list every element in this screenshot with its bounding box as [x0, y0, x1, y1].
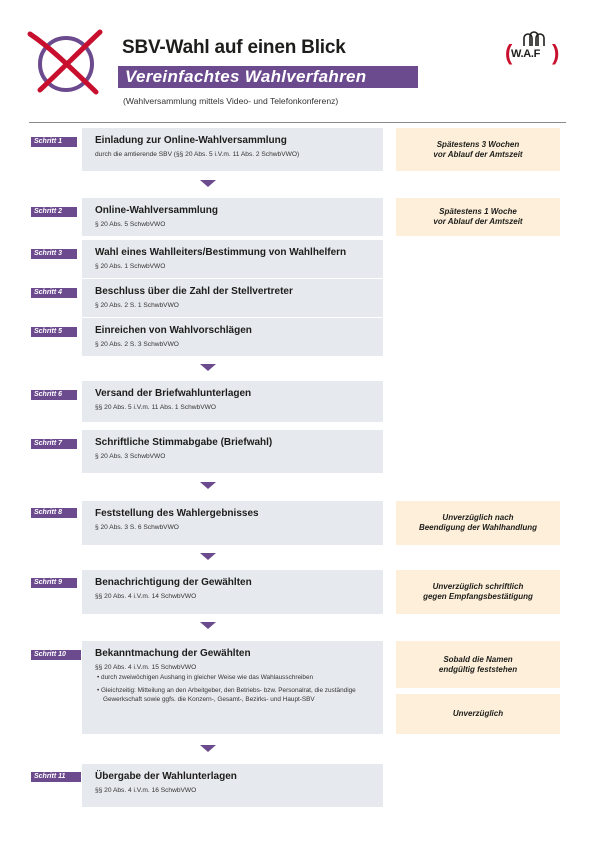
step-reference: § 20 Abs. 2 S. 1 SchwbVWO	[95, 302, 179, 309]
step-title: Benachrichtigung der Gewählten	[95, 577, 252, 588]
step-3	[82, 240, 383, 278]
step-reference: § 20 Abs. 3 S. 6 SchwbVWO	[95, 524, 179, 531]
step-badge-10: Schritt 10	[31, 650, 81, 660]
step-2	[82, 198, 383, 236]
flow-arrow-icon	[200, 622, 216, 629]
step-title: Feststellung des Wahlergebnisses	[95, 508, 259, 519]
step-badge-2: Schritt 2	[31, 207, 77, 217]
flow-arrow-icon	[200, 364, 216, 371]
step-reference: § 20 Abs. 1 SchwbVWO	[95, 263, 166, 270]
step-title: Einladung zur Online-Wahlversammlung	[95, 135, 287, 146]
deadline-4	[396, 570, 560, 614]
deadline-line: Spätestens 1 Woche	[439, 207, 517, 216]
step-bullet: • durch zweiwöchigen Aushang in gleicher Weise wie das Wahlausschreiben	[97, 674, 314, 681]
step-reference: §§ 20 Abs. 4 i.V.m. 14 SchwbVWO	[95, 593, 197, 600]
deadline-1	[396, 128, 560, 171]
brand-logo: W.A.F	[511, 48, 541, 60]
step-10	[82, 641, 383, 734]
step-7	[82, 430, 383, 473]
deadline-line: endgültig feststehen	[438, 664, 518, 674]
step-title: Online-Wahlversammlung	[95, 205, 218, 216]
deadline-3	[396, 501, 560, 545]
deadline-line: vor Ablauf der Amtszeit	[433, 149, 523, 159]
step-reference: durch die amtierende SBV (§§ 20 Abs. 5 i.V.m. 11 Abs. 2 SchwbVWO)	[95, 151, 300, 158]
step-badge-6: Schritt 6	[31, 390, 77, 400]
page-subtitle: Vereinfachtes Wahlverfahren	[118, 66, 418, 88]
step-reference: §§ 20 Abs. 4 i.V.m. 16 SchwbVWO	[95, 787, 197, 794]
step-reference: §§ 20 Abs. 5 i.V.m. 11 Abs. 1 SchwbVWO	[95, 404, 216, 411]
deadline-line: Beendigung der Wahlhandlung	[418, 523, 538, 532]
page-title: SBV-Wahl auf einen Blick	[122, 37, 346, 58]
step-badge-5: Schritt 5	[31, 327, 77, 337]
step-badge-1: Schritt 1	[31, 137, 77, 147]
waf-paren-left: (	[505, 40, 513, 65]
step-badge-8: Schritt 8	[31, 508, 77, 518]
step-title: Beschluss über die Zahl der Stellvertreter	[95, 286, 293, 297]
deadline-line: gegen Empfangsbestätigung	[423, 592, 533, 601]
step-badge-7: Schritt 7	[31, 439, 77, 449]
deadline-line: Unverzüglich	[452, 709, 504, 718]
step-badge-3: Schritt 3	[31, 249, 77, 259]
step-badge-4: Schritt 4	[31, 288, 77, 298]
waf-paren-right: )	[552, 40, 560, 65]
step-11	[82, 764, 383, 807]
step-8	[82, 501, 383, 545]
step-reference: § 20 Abs. 3 SchwbVWO	[95, 453, 166, 460]
step-title: Einreichen von Wahlvorschlägen	[95, 325, 252, 336]
step-5	[82, 318, 383, 356]
step-bullet: • Gleichzeitig: Mitteilung an den Arbeitgeber, den Betriebs- bzw. Personalrat, die zuständige Gewerkschaft sowie ggfs. die Konzern-, Gesamt-, Bezirks- und Haupt-SBV	[97, 687, 356, 703]
deadline-line: Unverzüglich schriftlich	[432, 582, 524, 591]
page-note: (Wahlversammlung mittels Video- und Telefonkonferenz)	[123, 96, 339, 106]
step-6	[82, 381, 383, 422]
step-badge-11: Schritt 11	[31, 772, 81, 782]
flow-arrow-icon	[200, 180, 216, 187]
crossed-ballot-logo-icon	[26, 28, 104, 96]
step-9	[82, 570, 383, 614]
step-4	[82, 279, 383, 317]
step-title: Übergabe der Wahlunterlagen	[95, 771, 237, 782]
step-reference: § 20 Abs. 5 SchwbVWO	[95, 221, 166, 228]
step-reference: § 20 Abs. 2 S. 3 SchwbVWO	[95, 341, 179, 348]
deadline-line: Unverzüglich nach	[442, 513, 514, 522]
deadline-5	[396, 641, 560, 688]
deadline-line: Sobald die Namen	[443, 654, 513, 664]
flow-arrow-icon	[200, 482, 216, 489]
step-badge-9: Schritt 9	[31, 578, 77, 588]
flow-arrow-icon	[200, 553, 216, 560]
deadline-6	[396, 694, 560, 734]
step-title: Schriftliche Stimmabgabe (Briefwahl)	[95, 437, 273, 448]
step-title: Bekanntmachung der Gewählten	[95, 648, 251, 659]
divider	[29, 122, 566, 123]
deadline-2	[396, 198, 560, 236]
step-1	[82, 128, 383, 171]
flow-arrow-icon	[200, 745, 216, 752]
deadline-line: Spätestens 3 Wochen	[436, 139, 520, 149]
step-title: Wahl eines Wahlleiters/Bestimmung von Wahlhelfern	[95, 247, 347, 258]
step-title: Versand der Briefwahlunterlagen	[95, 388, 252, 399]
step-reference: §§ 20 Abs. 4 i.V.m. 15 SchwbVWO	[95, 664, 197, 671]
deadline-line: vor Ablauf der Amtszeit	[433, 217, 523, 226]
